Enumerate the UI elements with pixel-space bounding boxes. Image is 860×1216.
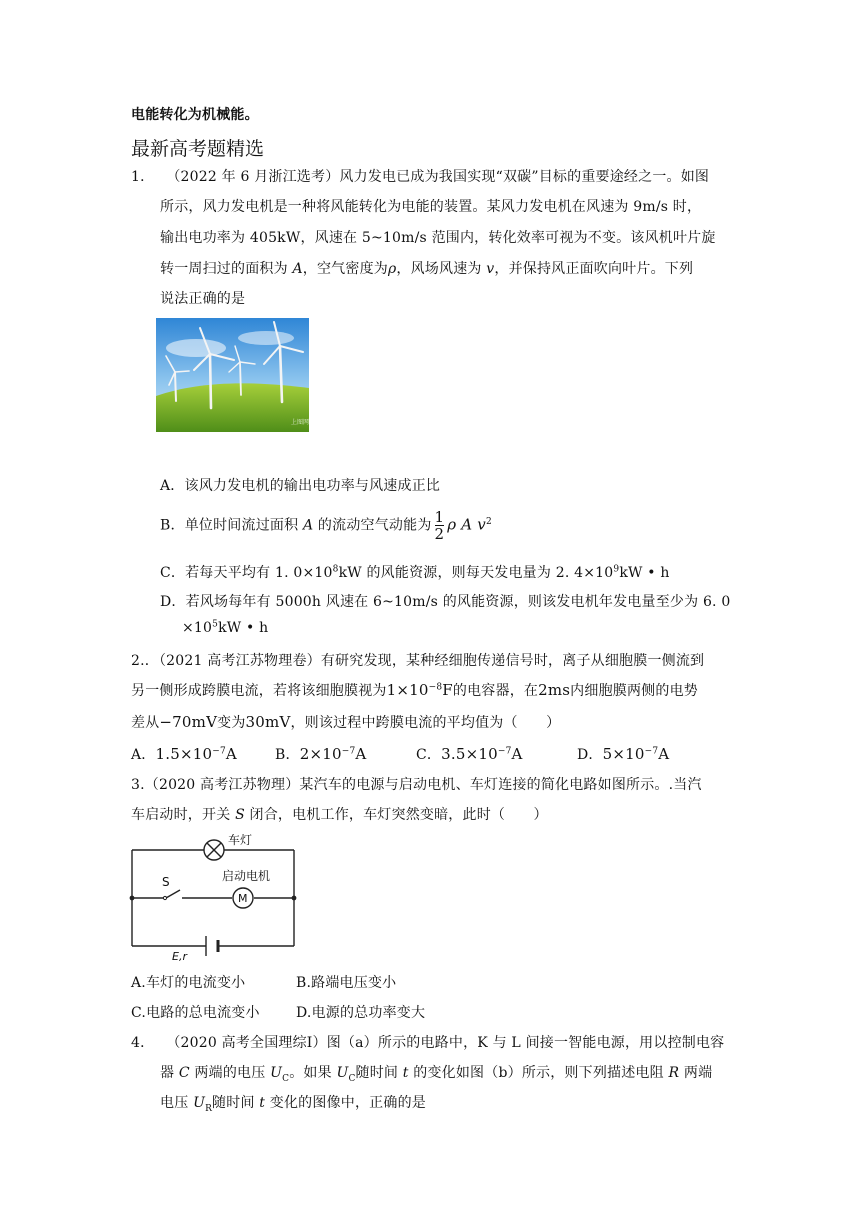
q4-line1-text: （2020 高考全国理综Ⅰ）图（a）所示的电路中，K 与 L 间接一智能电源，用以控制电容 xyxy=(166,1035,725,1051)
switch-label: S xyxy=(162,875,170,889)
q2-line3-b: 变为 xyxy=(217,715,246,731)
q2-capacitance: 1×10 xyxy=(386,681,429,699)
q2-option-d xyxy=(577,744,669,764)
q2-opt-a-mant: 1.5×10 xyxy=(155,745,213,763)
q1-optd-b: kW • h xyxy=(218,620,269,636)
q2-opt-c-label: C． xyxy=(416,747,442,763)
q2-opt-c-unit: A xyxy=(511,745,523,763)
q4-line2-c: 。如果 xyxy=(289,1065,337,1081)
image-watermark: 上图网 xyxy=(291,419,309,426)
q2-time: 2ms xyxy=(538,681,571,699)
q4-uc-sub: C xyxy=(282,1073,290,1084)
q1-source: （2022 年 6 月浙江选考） xyxy=(166,169,340,185)
q2-voltage-from: −70mV xyxy=(159,713,218,731)
q2-opt-d-mant: 5×10 xyxy=(602,745,645,763)
q1-optc-e2: 9 xyxy=(613,564,620,575)
q4-t2-symbol: t xyxy=(259,1095,266,1111)
q2-opt-a-label: A． xyxy=(131,747,156,763)
q1-optc-c: kW • h xyxy=(619,565,670,581)
q1-line3: 输出电功率为 405kW，风速在 5~10m/s 范围内，转化效率可视为不变。该风机叶片旋 xyxy=(160,230,716,246)
fraction-half xyxy=(435,509,445,542)
q1-line5: 说法正确的是 xyxy=(160,291,246,307)
q3-option-b: B.路端电压变小 xyxy=(296,975,397,991)
q1-rho-symbol: ρ xyxy=(387,261,397,277)
q2-opt-c-exp: −7 xyxy=(497,746,512,757)
q2-line3-c: ，则该过程中跨膜电流的平均值为（ ） xyxy=(290,715,561,731)
q1-optc-e1: 8 xyxy=(332,564,339,575)
q1-option-c xyxy=(160,562,670,582)
q4-line2-f: 两端 xyxy=(679,1065,713,1081)
q1-line4-b: ，空气密度为 xyxy=(302,261,388,277)
q4-uc-symbol: U xyxy=(270,1065,283,1081)
q2-option-b xyxy=(275,744,366,764)
q2-capacitance-exp: −8 xyxy=(428,682,443,693)
q1-optd-e: 5 xyxy=(212,619,219,630)
q1-optc-b: kW 的风能资源，则每天发电量为 2. 4×10 xyxy=(338,565,614,581)
q4-t-symbol: t xyxy=(402,1065,409,1081)
q4-line3-c: 变化的图像中，正确的是 xyxy=(265,1095,426,1111)
q1-option-d-line2 xyxy=(182,620,268,636)
q2-option-a xyxy=(131,744,237,764)
intro-line: 电能转化为机械能。 xyxy=(131,107,259,123)
q2-opt-b-exp: −7 xyxy=(341,746,356,757)
q2-opt-d-label: D． xyxy=(577,747,603,763)
q1-option-d-line1: D．若风场每年有 5000h 风速在 6~10m/s 的风能资源，则该发电机年发电量至少为 6. 0 xyxy=(160,594,731,610)
q1-line4-a: 转一周扫过的面积为 xyxy=(160,261,293,277)
q2-number: 2.． xyxy=(131,653,159,669)
q2-opt-d-unit: A xyxy=(658,745,670,763)
q2-opt-a-exp: −7 xyxy=(212,746,226,757)
q4-uc2-sub: C xyxy=(348,1073,356,1084)
q1-optb-expr: ρ A v xyxy=(447,515,486,534)
q3-switch-symbol: S xyxy=(235,807,245,823)
q4-line3 xyxy=(160,1092,426,1112)
motor-symbol: M xyxy=(238,892,248,905)
q4-line2-e: 的变化如图（b）所示，则下列描述电阻 xyxy=(408,1065,669,1081)
fraction-denominator: 2 xyxy=(434,525,445,543)
q1-first-line xyxy=(131,166,709,186)
battery-label: E,r xyxy=(172,950,187,963)
q1-option-a: A．该风力发电机的输出电功率与风速成正比 xyxy=(160,478,441,494)
fraction-numerator: 1 xyxy=(434,508,445,526)
circuit-diagram xyxy=(128,834,300,966)
q2-line3-a: 差从 xyxy=(131,715,160,731)
motor-label: 启动电机 xyxy=(222,869,271,883)
q2-opt-b-unit: A xyxy=(355,745,367,763)
q1-line1: 风力发电已成为我国实现“双碳”目标的重要途经之一。如图 xyxy=(339,169,710,185)
q3-option-a: A.车灯的电流变小 xyxy=(131,975,246,991)
q2-opt-b-label: B． xyxy=(275,747,300,763)
q1-optc-a: C．若每天平均有 1. 0×10 xyxy=(160,565,333,581)
q4-r-symbol: R xyxy=(668,1065,680,1081)
q3-line2 xyxy=(131,804,548,824)
q2-line2-c: 内细胞膜两侧的电势 xyxy=(570,683,698,699)
q1-line4-d: ，并保持风正面吹向叶片。下列 xyxy=(494,261,694,277)
q2-opt-a-unit: A xyxy=(225,745,237,763)
q3-option-c: C.电路的总电流变小 xyxy=(131,1005,260,1021)
q1-optd-a: ×10 xyxy=(182,620,213,636)
q4-line3-a: 电压 xyxy=(160,1095,194,1111)
q3-line2-a: 车启动时，开关 xyxy=(131,807,236,823)
q1-optb-b: 的流动空气动能为 xyxy=(313,517,432,534)
q4-uc2-symbol: U xyxy=(336,1065,349,1081)
q2-line2 xyxy=(131,680,698,700)
wind-turbine-image xyxy=(156,318,309,432)
q2-line1-text: （2021 高考江苏物理卷）有研究发现，某种经细胞传递信号时，离子从细胞膜一侧流到 xyxy=(158,653,705,669)
q1-line4 xyxy=(160,258,693,278)
q4-line2-b: 两端的电压 xyxy=(189,1065,271,1081)
q4-line2-a: 器 xyxy=(160,1065,179,1081)
q2-line1 xyxy=(131,650,704,670)
q1-option-b xyxy=(160,509,492,542)
q2-voltage-to: 30mV xyxy=(245,713,291,731)
q2-opt-d-exp: −7 xyxy=(644,746,659,757)
q4-line1 xyxy=(131,1032,724,1052)
lamp-label: 车灯 xyxy=(228,834,253,847)
q3-line2-b: 闭合，电机工作，车灯突然变暗，此时（ ） xyxy=(244,807,548,823)
q2-line2-b: 的电容器，在 xyxy=(452,683,539,699)
q1-optb-a: B．单位时间流过面积 xyxy=(160,517,303,534)
q4-line3-b: 随时间 xyxy=(212,1095,260,1111)
q2-line3 xyxy=(131,712,560,732)
q1-line2: 所示，风力发电机是一种将风能转化为电能的装置。某风力发电机在风速为 9m/s 时， xyxy=(160,199,702,215)
q4-ur-sub: R xyxy=(205,1103,213,1114)
q2-opt-c-mant: 3.5×10 xyxy=(441,745,498,763)
q1-v-symbol: v xyxy=(486,261,495,277)
q2-capacitance-unit: F xyxy=(442,681,453,699)
q1-area-symbol: A xyxy=(292,261,303,277)
q4-number: 4． xyxy=(131,1035,155,1051)
q1-optb-area: A xyxy=(302,517,314,534)
q4-capacitor-symbol: C xyxy=(178,1065,190,1081)
q3-option-d: D.电源的总功率变大 xyxy=(296,1005,426,1021)
q1-number: 1． xyxy=(131,169,155,185)
q4-line2-d: 随时间 xyxy=(355,1065,403,1081)
q2-opt-b-mant: 2×10 xyxy=(299,745,342,763)
q2-line2-a: 另一侧形成跨膜电流，若将该细胞膜视为 xyxy=(131,683,387,699)
q3-line1: 3.（2020 高考江苏物理）某汽车的电源与启动电机、车灯连接的简化电路如图所示。.当汽 xyxy=(131,777,702,793)
q4-line2 xyxy=(160,1062,712,1082)
q2-option-c xyxy=(416,744,523,764)
section-title: 最新高考题精选 xyxy=(131,138,265,160)
q1-line4-c: ，风场风速为 xyxy=(396,261,487,277)
q4-ur-symbol: U xyxy=(193,1095,206,1111)
q1-optb-exp: 2 xyxy=(485,516,492,527)
